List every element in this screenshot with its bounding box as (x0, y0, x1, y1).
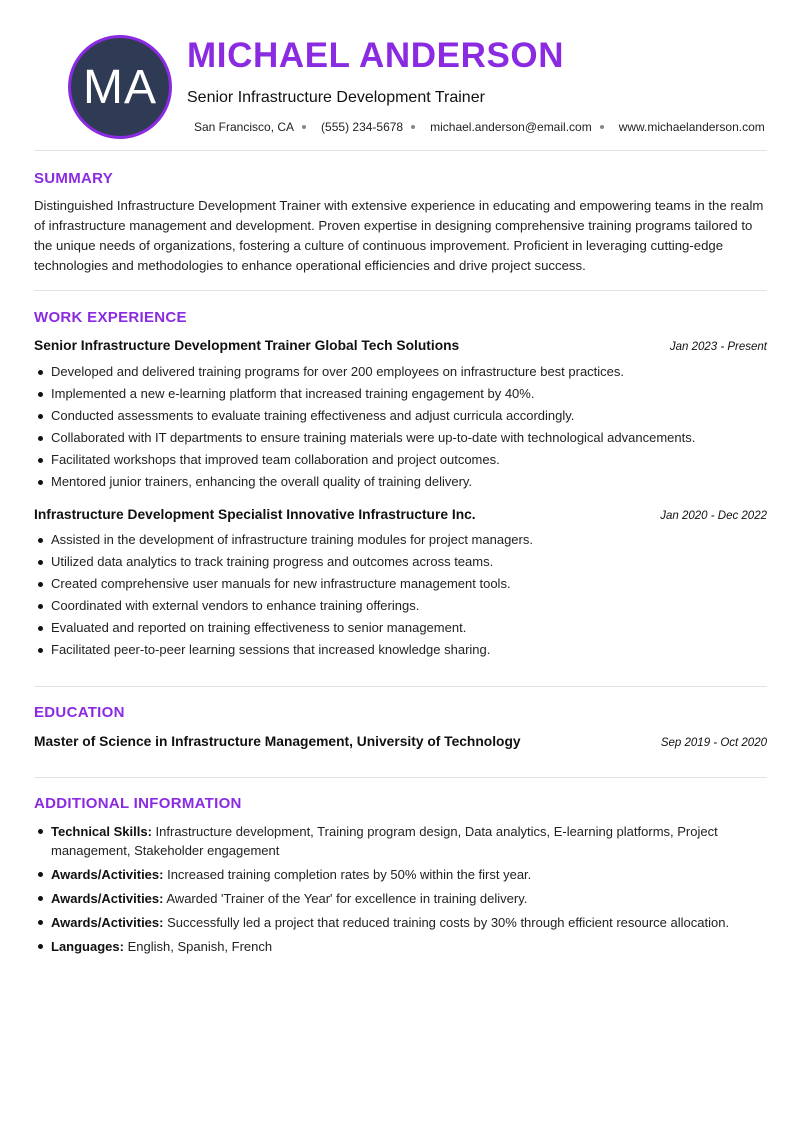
job-bullets (34, 361, 767, 493)
job-date: Jan 2020 - Dec 2022 (660, 510, 767, 522)
contact-phone: (555) 234-5678 (321, 120, 404, 134)
contact-location: San Francisco, CA (194, 120, 295, 134)
list-item (34, 889, 767, 908)
list-item: Facilitated peer-to-peer learning sessions that increased knowledge sharing. (34, 639, 767, 661)
job-role: Infrastructure Development Specialist Innovative Infrastructure Inc. (34, 507, 476, 522)
list-item: Created comprehensive user manuals for new infrastructure management tools. (34, 573, 767, 595)
education-date: Sep 2019 - Oct 2020 (660, 737, 767, 749)
item-text: English, Spanish, French (127, 939, 273, 954)
contact-email[interactable]: michael.anderson@email.com (430, 120, 592, 134)
item-label: Technical Skills: (51, 824, 152, 839)
work-experience-heading: WORK EXPERIENCE (34, 309, 187, 326)
avatar-initials: MA (83, 60, 157, 114)
item-label: Languages: (51, 939, 124, 954)
divider (34, 150, 767, 151)
list-item (34, 822, 767, 860)
item-text: Awarded 'Trainer of the Year' for excellence in training delivery. (166, 891, 528, 906)
separator-dot (302, 125, 306, 129)
item-label: Awards/Activities: (51, 891, 164, 906)
summary-heading: SUMMARY (34, 170, 114, 187)
job-header (34, 507, 767, 522)
job-role: Senior Infrastructure Development Trainer Global Tech Solutions (34, 338, 460, 353)
resume-header (34, 0, 767, 150)
contact-website[interactable]: www.michaelanderson.com (618, 120, 765, 134)
list-item: Collaborated with IT departments to ensure training materials were up-to-date with technological advancements. (34, 427, 767, 449)
list-item: Coordinated with external vendors to enhance training offerings. (34, 595, 767, 617)
additional-info-heading: ADDITIONAL INFORMATION (34, 795, 242, 812)
list-item: Conducted assessments to evaluate training effectiveness and adjust curricula accordingly. (34, 405, 767, 427)
avatar (68, 35, 172, 139)
list-item (34, 913, 767, 932)
candidate-name: MICHAEL ANDERSON (187, 36, 565, 75)
item-label: Awards/Activities: (51, 867, 164, 882)
summary-text: Distinguished Infrastructure Development Trainer with extensive experience in educating and empowering teams in the realm of infrastructure management and development. Proven expertise in designing comprehensive training programs tailored to the unique needs of organizations, fostering a culture of continuous improvement. Proficient in leveraging cutting-edge technologies and methodologies to enhance operational efficiencies and drive project success. (34, 198, 764, 273)
list-item: Developed and delivered training programs for over 200 employees on infrastructure best practices. (34, 361, 767, 383)
separator-dot (411, 125, 415, 129)
job-header (34, 338, 767, 353)
additional-info-list (34, 822, 767, 961)
separator-dot (600, 125, 604, 129)
list-item: Utilized data analytics to track training progress and outcomes across teams. (34, 551, 767, 573)
list-item: Mentored junior trainers, enhancing the overall quality of training delivery. (34, 471, 767, 493)
divider (34, 777, 767, 778)
item-text: Infrastructure development, Training program design, Data analytics, E-learning platforms, Project management, Stakeholder engagement (51, 824, 718, 858)
education-entry (34, 734, 767, 749)
list-item: Evaluated and reported on training effectiveness to senior management. (34, 617, 767, 639)
list-item (34, 865, 767, 884)
list-item: Implemented a new e-learning platform that increased training engagement by 40%. (34, 383, 767, 405)
list-item: Assisted in the development of infrastructure training modules for project managers. (34, 529, 767, 551)
education-heading: EDUCATION (34, 704, 125, 721)
candidate-title: Senior Infrastructure Development Trainer (187, 89, 485, 106)
item-text: Increased training completion rates by 50% within the first year. (167, 867, 532, 882)
contact-info (194, 120, 765, 134)
list-item (34, 937, 767, 956)
divider (34, 290, 767, 291)
list-item: Facilitated workshops that improved team collaboration and project outcomes. (34, 449, 767, 471)
item-label: Awards/Activities: (51, 915, 164, 930)
job-date: Jan 2023 - Present (669, 341, 767, 353)
divider (34, 686, 767, 687)
item-text: Successfully led a project that reduced training costs by 30% through efficient resource allocation. (167, 915, 730, 930)
education-degree: Master of Science in Infrastructure Management, University of Technology (34, 734, 521, 749)
job-bullets (34, 529, 767, 661)
